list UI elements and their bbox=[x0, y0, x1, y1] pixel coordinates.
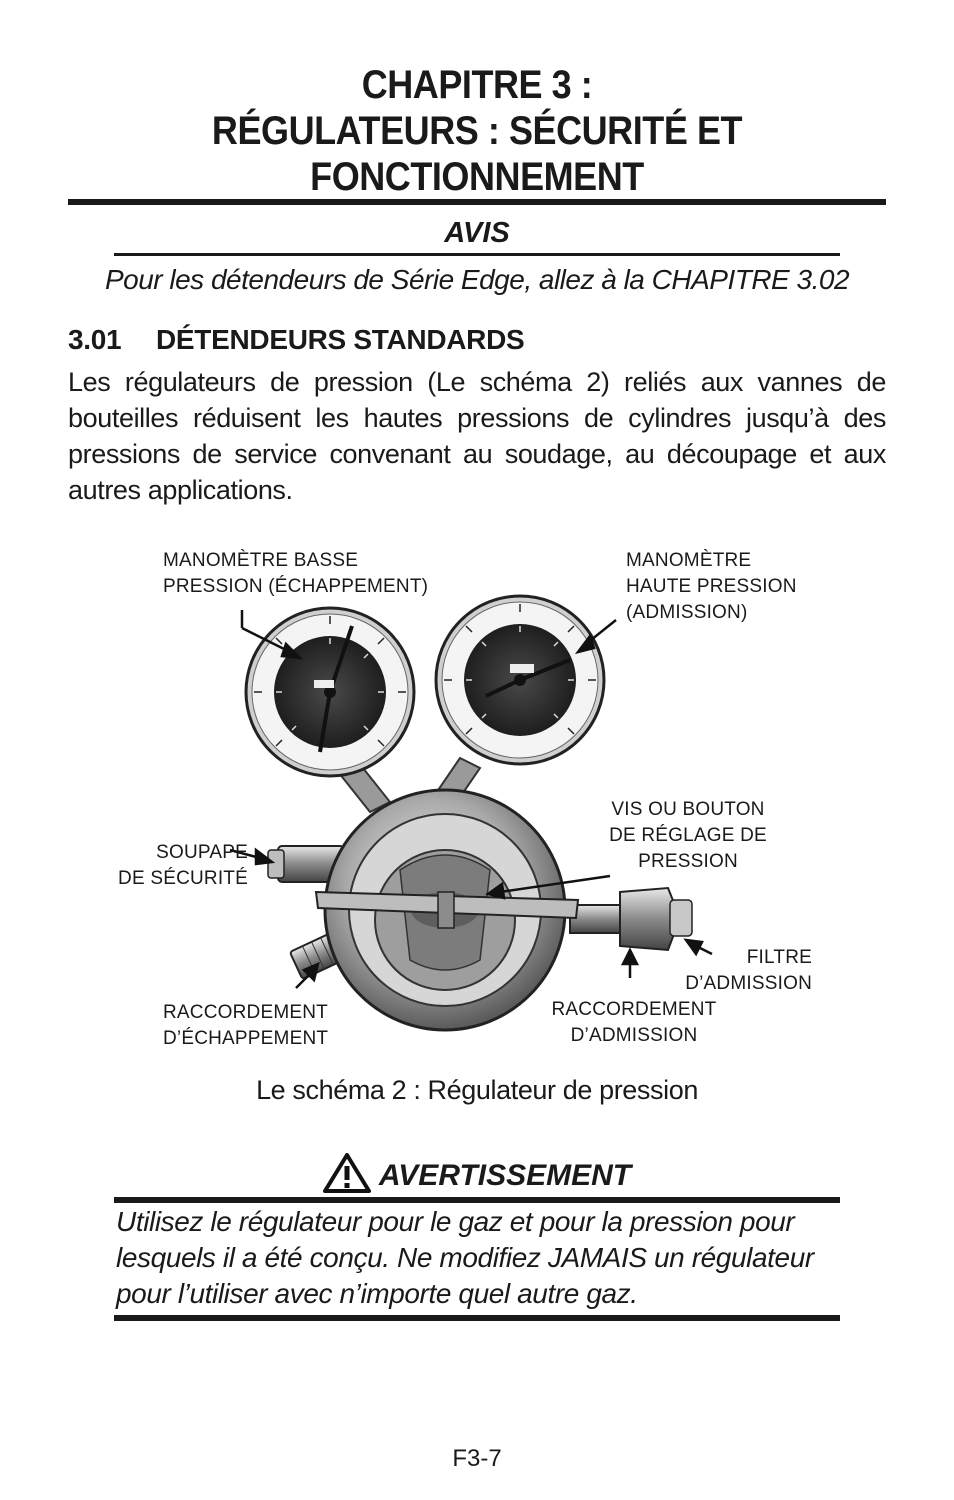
warning-top-rule bbox=[114, 1197, 840, 1203]
warning-bottom-rule bbox=[114, 1315, 840, 1321]
page-number: F3-7 bbox=[452, 1445, 502, 1472]
low-pressure-gauge-icon bbox=[246, 608, 414, 776]
section-number: 3.01 bbox=[68, 324, 122, 355]
relief-valve-label: SOUPAPE DE SÉCURITÉ bbox=[118, 842, 248, 889]
low-pressure-gauge-label: MANOMÈTRE BASSE PRESSION (ÉCHAPPEMENT) bbox=[163, 550, 429, 597]
adjusting-screw-label: VIS OU BOUTON DE RÉGLAGE DE PRESSION bbox=[609, 799, 767, 872]
chapter-title: CHAPITRE 3 : RÉGULATEURS : SÉCURITÉ ET FONCTIONNEMENT bbox=[211, 63, 743, 199]
regulator-figure bbox=[100, 540, 860, 1060]
warning-heading bbox=[114, 1152, 840, 1200]
section-body: Les régulateurs de pression (Le schéma 2) reliés aux vannes de bouteilles réduisent les hautes pressions de cylindres jusqu’à des pressions de service convenant au soudage, au découpage et aux autres applications. bbox=[68, 367, 886, 505]
notice-label: AVIS bbox=[444, 217, 510, 249]
outlet-connection-label: RACCORDEMENT D’ÉCHAPPEMENT bbox=[163, 1002, 329, 1049]
high-pressure-gauge-icon bbox=[436, 596, 604, 764]
high-pressure-gauge-label: MANOMÈTRE HAUTE PRESSION (ADMISSION) bbox=[626, 550, 797, 623]
inlet-filter-label: FILTRE D’ADMISSION bbox=[685, 947, 812, 994]
warning-label: AVERTISSEMENT bbox=[378, 1159, 632, 1192]
notice-rule bbox=[114, 253, 840, 256]
warning-triangle-icon bbox=[323, 1153, 371, 1193]
notice-text: Pour les détendeurs de Série Edge, allez à la CHAPITRE 3.02 bbox=[104, 264, 850, 295]
section-heading bbox=[68, 322, 524, 358]
title-rule bbox=[68, 199, 886, 205]
warning-text: Utilisez le régulateur pour le gaz et pour la pression pour lesquels il a été conçu. Ne modifiez JAMAIS un régulateur pour l’utiliser avec n’importe quel autre gaz. bbox=[116, 1206, 814, 1309]
inlet-connection-label: RACCORDEMENT D’ADMISSION bbox=[551, 999, 717, 1046]
figure-caption: Le schéma 2 : Régulateur de pression bbox=[256, 1075, 698, 1105]
section-title: DÉTENDEURS STANDARDS bbox=[156, 324, 525, 355]
